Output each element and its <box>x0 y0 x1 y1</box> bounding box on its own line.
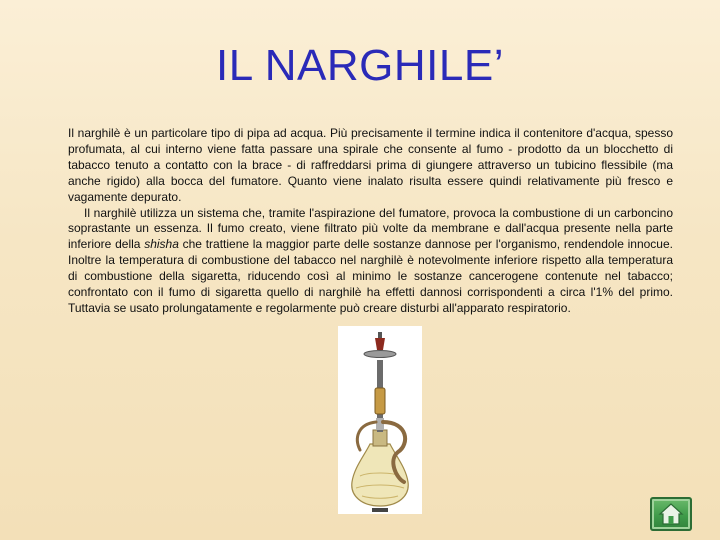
paragraph-1: Il narghilè è un particolare tipo di pipa ad acqua. Più precisamente il termine indica il contenitore d'acqua, spesso profumata, al cui interno viene fatta passare una spirale che consente al fumo - prodotto da un blocchetto di tabacco tenuto a contatto con la brace - di raffreddarsi prima di giungere attraverso un tubicino flessibile (ma anche rigido) alla bocca del fumatore. Quanto viene inalato risulta essere quindi relativamente più fresco e vagamente depurato. <box>68 126 673 204</box>
home-button[interactable] <box>650 497 692 531</box>
paragraph-2-part-1: Il narghilè utilizza un sistema che, tramite l'aspirazione del fumatore, provoca la combustione di un carboncino soprastante un essenza. Il fumo creato, viene filtrato più volte da membrane e dall'acqua presente nella parte inferiore della <box>68 205 673 252</box>
home-icon <box>658 502 684 526</box>
hookah-image <box>338 326 422 514</box>
hookah-illustration <box>338 326 422 514</box>
slide-body <box>68 126 673 317</box>
paragraph-2 <box>68 206 673 317</box>
paragraph-2-part-2: che trattiene la maggior parte delle sostanze dannose per l'organismo, rendendole innocue. Inoltre la temperatura di combustione del tabacco nel narghilè è notevolmente inferiore rispetto alla temperatura di combustione della sigaretta, riducendo così al minimo le sostanze cancerogene contenute nel tabacco; confrontato con il fumo di sigaretta quello di narghilè ha effetti dannosi corrispondenti a circa l'1% del primo. Tuttavia se usato prolungatamente e regolarmente può creare disturbi all'apparato respiratorio. <box>68 237 673 315</box>
paragraph-2-italic-word: shisha <box>144 237 179 252</box>
slide-title: IL NARGHILE’ <box>215 41 504 90</box>
